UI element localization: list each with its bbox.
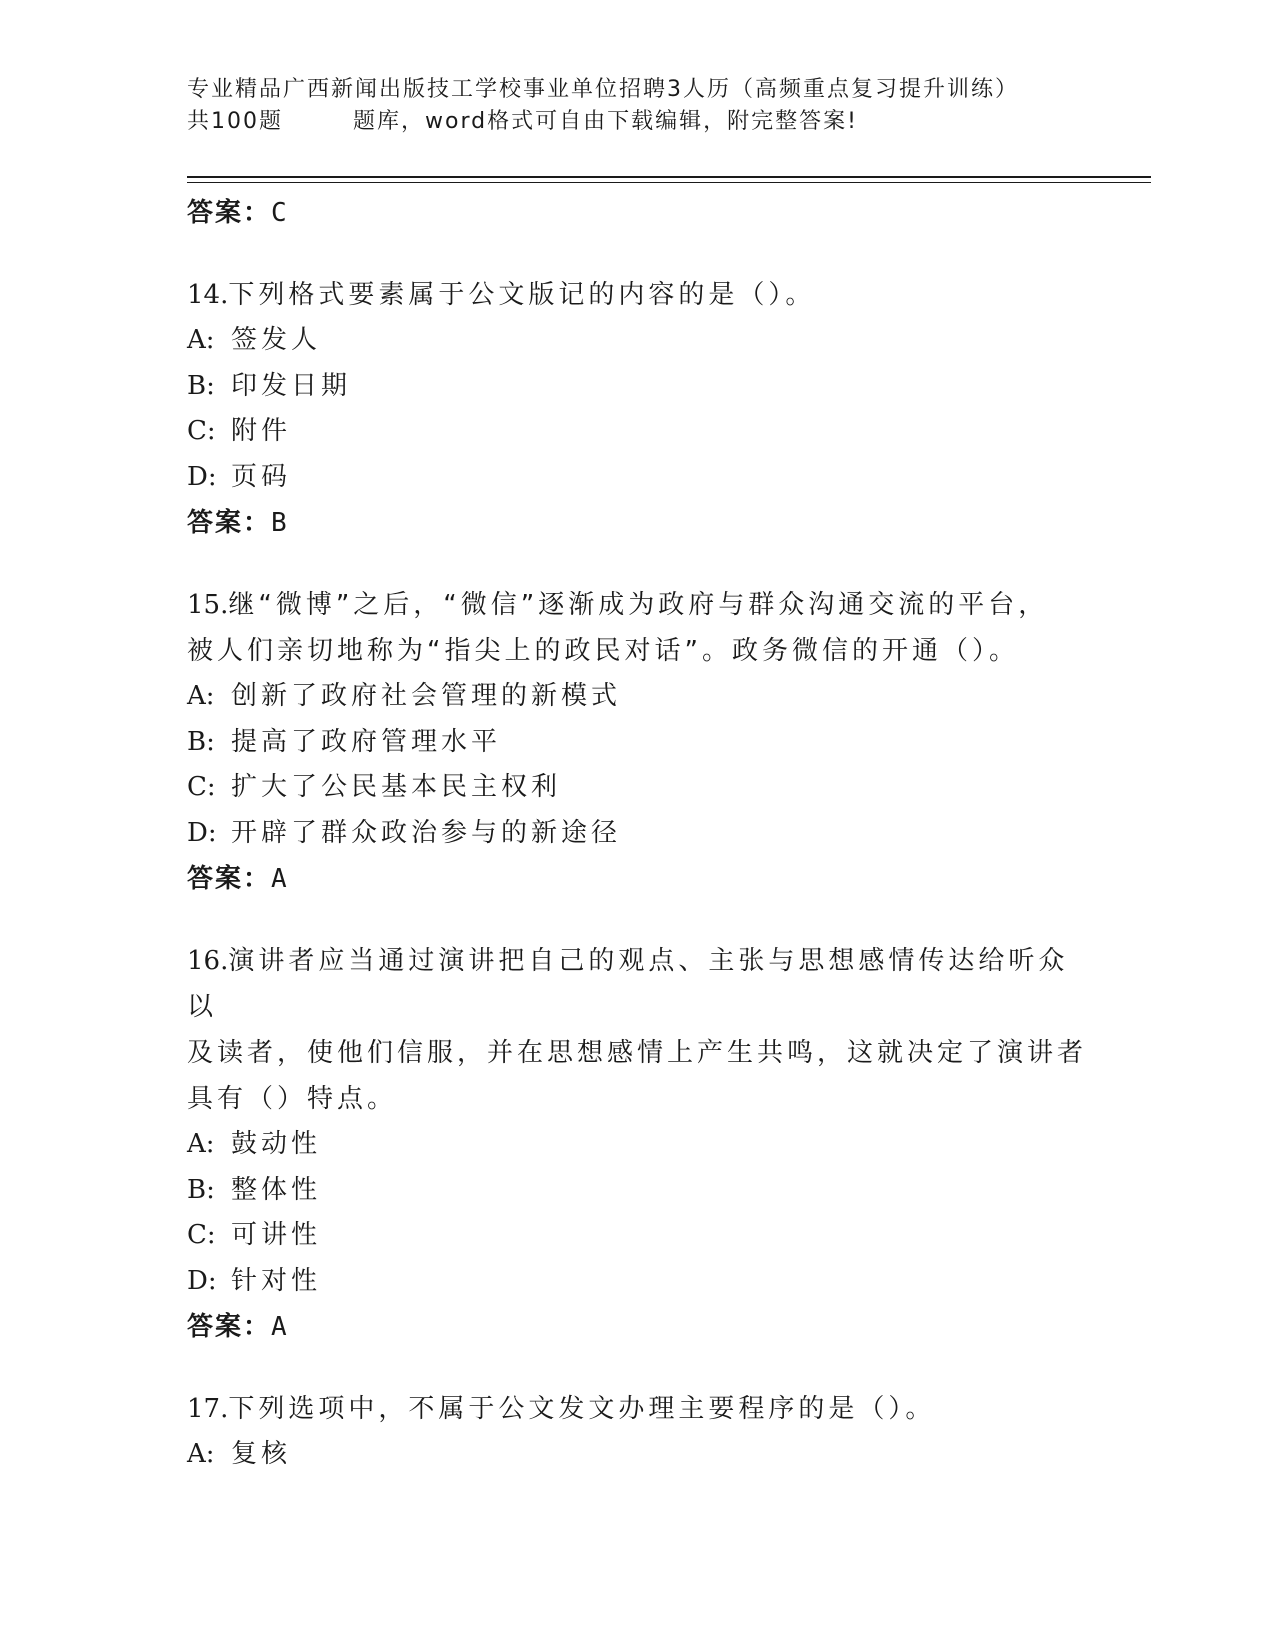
question-number: 15.: [187, 590, 229, 620]
answer-value: B: [271, 508, 289, 538]
question-text-line2: 被人们亲切地称为“指尖上的政民对话”。政务微信的开通（）。: [187, 636, 1019, 666]
option-c: [187, 1213, 1087, 1259]
answer-label: 答案：: [187, 198, 272, 228]
question-stem: [187, 1386, 1087, 1432]
question-text: 下列格式要素属于公文版记的内容的是（）。: [228, 280, 816, 310]
question-number: 14.: [187, 280, 229, 310]
question-stem-continued: [187, 1030, 1087, 1076]
page-header: [187, 74, 1087, 138]
question-stem-continued: [187, 628, 1087, 674]
option-a: [187, 674, 1087, 720]
question-14: [187, 272, 1087, 546]
option-letter: B:: [187, 726, 215, 757]
header-divider-thick: [187, 176, 1151, 178]
option-letter: C:: [187, 416, 216, 446]
option-letter: A:: [187, 1129, 215, 1159]
question-stem: [187, 272, 1087, 318]
option-letter: D:: [187, 1265, 217, 1296]
question-text-line2: 及读者，使他们信服，并在思想感情上产生共鸣，这就决定了演讲者: [187, 1038, 1088, 1068]
question-text-line1: 演讲者应当通过演讲把自己的观点、主张与思想感情传达给听众以: [187, 946, 1069, 1022]
option-a: [187, 1122, 1087, 1168]
option-letter: D:: [187, 817, 217, 848]
option-letter: A:: [187, 681, 215, 711]
option-letter: D:: [187, 461, 217, 492]
question-stem: [187, 582, 1087, 628]
previous-answer: [187, 190, 1087, 236]
option-letter: B:: [187, 370, 215, 401]
option-text: 签发人: [231, 325, 322, 355]
question-answer: [187, 1304, 1087, 1350]
answer-value: C: [271, 198, 289, 228]
option-text: 针对性: [231, 1265, 322, 1296]
option-c: [187, 765, 1087, 811]
header-description: 题库，word格式可自由下载编辑，附完整答案!: [353, 109, 858, 134]
answer-label: 答案：: [187, 1312, 272, 1342]
header-question-count: 共100题: [187, 109, 283, 134]
question-number: 16.: [187, 946, 229, 976]
question-answer: [187, 500, 1087, 546]
question-answer: [187, 856, 1087, 902]
header-subtitle-line: [187, 106, 1087, 138]
question-text-line3: 具有（）特点。: [187, 1084, 398, 1114]
option-text: 创新了政府社会管理的新模式: [231, 681, 622, 711]
option-text: 可讲性: [231, 1220, 322, 1250]
option-text: 整体性: [231, 1174, 322, 1205]
option-letter: A:: [187, 1439, 215, 1469]
header-divider-thin: [187, 182, 1151, 183]
option-d: [187, 455, 1087, 501]
option-a: [187, 318, 1087, 364]
option-letter: A:: [187, 325, 215, 355]
option-text: 开辟了群众政治参与的新途径: [231, 817, 622, 848]
option-text: 提高了政府管理水平: [231, 726, 502, 757]
question-17: [187, 1386, 1087, 1478]
question-text-line1: 继“微博”之后，“微信”逐渐成为政府与群众沟通交流的平台，: [228, 590, 1049, 620]
answer-label: 答案：: [187, 864, 272, 894]
option-b: [187, 720, 1087, 766]
option-letter: C:: [187, 1220, 216, 1250]
option-d: [187, 1259, 1087, 1305]
option-text: 鼓动性: [231, 1129, 322, 1159]
question-text: 下列选项中，不属于公文发文办理主要程序的是（）。: [228, 1394, 936, 1424]
answer-value: A: [271, 1312, 289, 1342]
option-b: [187, 364, 1087, 410]
question-15: [187, 582, 1087, 902]
option-text: 页码: [231, 461, 292, 492]
answer-label: 答案：: [187, 508, 272, 538]
option-letter: B:: [187, 1174, 215, 1205]
option-text: 附件: [231, 416, 292, 446]
document-body: [187, 190, 1087, 1478]
question-stem-continued: [187, 1076, 1087, 1122]
option-b: [187, 1168, 1087, 1214]
option-a: [187, 1432, 1087, 1478]
option-c: [187, 409, 1087, 455]
option-text: 印发日期: [231, 370, 352, 401]
question-stem: [187, 938, 1087, 1030]
answer-value: A: [271, 864, 289, 894]
option-letter: C:: [187, 772, 216, 802]
question-16: [187, 938, 1087, 1350]
header-title-line: 专业精品广西新闻出版技工学校事业单位招聘3人历（高频重点复习提升训练）: [187, 77, 1019, 102]
option-text: 扩大了公民基本民主权利: [231, 772, 562, 802]
option-text: 复核: [231, 1439, 292, 1469]
option-d: [187, 811, 1087, 857]
question-number: 17.: [187, 1394, 229, 1424]
